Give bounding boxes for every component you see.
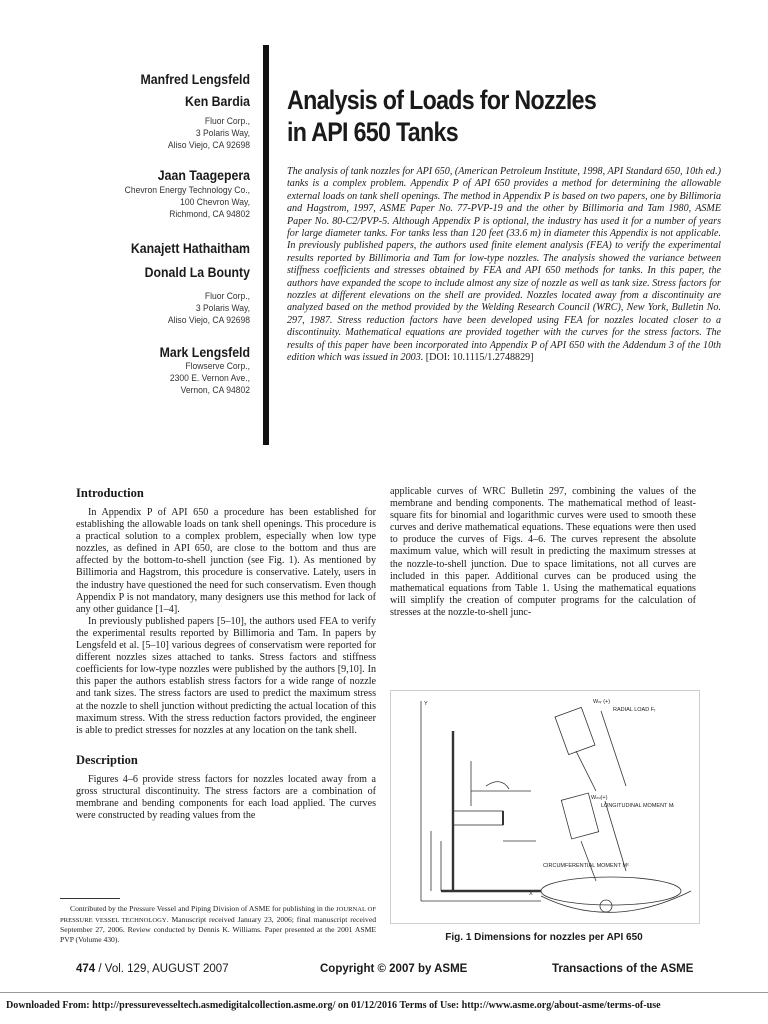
paper-title: [287, 84, 665, 148]
copyright-notice: Copyright © 2007 by ASME: [320, 963, 468, 975]
paragraph: In Appendix P of API 650 a procedure has been established for establishing the allowable loads on tank shell openings. This procedure is a practical solution to a complex problem, especially when low type nozzles, as defined in API 650, are close to the bottom and thus are affected by the bottom-to-shell junction (see Fig. 1). As mentioned by Billimoria and Hagstrom, this procedure is conservative. Lately, users in the industry have questioned the need for such conservatism. Even though Appendix P is not mandatory, many designers use this method for lack of any other guidance [1–4].: [76, 507, 376, 615]
affiliation-line: Flowserve Corp.,: [185, 361, 250, 372]
doi-link[interactable]: [DOI: 10.1115/1.2748829]: [425, 352, 534, 364]
abstract-text: The analysis of tank nozzles for API 650, (American Petroleum Institute, 1998, API Standard 650, 10th ed.) tanks is a complex problem. Appendix P of API 650 provides a method for determining the allowable external loads on tank shell openings. The method in Appendix P is based on two papers, one by Billimoria and Hagstrom, 1997, ASME Paper No. 77-PVP-19 and the other by Billimoria and Tam 1980, ASME Paper No. 80-C2/PVP-5. Although Appendix P is optional, the industry has used it for a number of years for large diameter tanks. For tanks less than 120 feet (33.6 m) in diameter this Appendix is not applicable. In previously published papers, the authors used finite element analysis (FEA) to verify the experimental results reported by Billimoria and Tam for low-type nozzles. The analysis showed the variance between stiffness coefficients and stresses obtained by FEA and API 650 methods for tanks. In this paper, the authors have expanded the scope to include almost any size of nozzle as well as tank size. Stress factors for nozzles at different elevations on the shell are provided. Nozzles located away from a discontinuity are analyzed based on the method provided by the Welding Research Council (WRC), New York, Bulletin No. 297, 1987. Stress reduction factors have been developed using FEA for nozzles located closer to a discontinuity. Mathematical equations are provided together with the curves for the stress factors. The results of this paper have been incorporated into Appendix P of API 650 with the Addendum 3 of the 10th edition which was issued in 2003.: [287, 166, 721, 364]
paragraph: applicable curves of WRC Bulletin 297, combining the values of the membrane and bending components. The mathematical method of least-square fits for binomial and logarithmic curves were used to smooth these curves and derive mathematical equations. These equations were then used to produce the curves of Figs. 4–6. The curves represent the absolute maximum value, which will result in predicting the maximum stresses at the nozzle-to-shell junction. Due to space limitations, not all curves are included in this paper. Additional curves can be produced using the mathematical equations from Table 1. Using the mathematical equations will simplify the creation of computer programs for the calculation of stresses at the nozzle-to-shell junc-: [390, 486, 696, 618]
introduction-body: [76, 507, 376, 737]
paragraph: Figures 4–6 provide stress factors for nozzles located away from a gross structural discontinuity. The stress factors are a combination of membrane and bending components for each load applied. The curves were constructed by reading values from the: [76, 773, 376, 822]
footnote-text: . Manuscript received January 23, 2006; final manuscript received September 27, 2006. Review conducted by Dennis K. Williams. Paper presented at the 2001 ASME PVP (Volume 430).: [60, 914, 376, 944]
description-body: [76, 774, 376, 822]
author-name: Jaan Taagepera: [157, 167, 250, 183]
author-name: Manfred Lengsfeld: [140, 71, 250, 87]
axis-label: X: [529, 891, 533, 897]
figure-label: RADIAL LOAD Fᵣ: [613, 707, 656, 713]
figure-label: LONGITUDINAL MOMENT Mₗ: [601, 803, 675, 809]
footnote: [60, 904, 376, 944]
footnote-rule: [60, 898, 120, 899]
author-column: [60, 70, 250, 397]
figure-label: Wₙᵣ (+): [593, 699, 611, 705]
nozzle-diagram: [391, 691, 699, 923]
title-divider-bar: [263, 45, 269, 445]
title-line: Analysis of Loads for Nozzles: [287, 85, 597, 115]
section-heading-description: Description: [76, 752, 138, 767]
right-column: [390, 486, 696, 619]
author-name: Kanajett Hathaitham: [130, 240, 250, 256]
affiliation-line: 3 Polaris Way,: [195, 128, 250, 139]
footer-rule: [0, 992, 768, 993]
figure-1: [390, 690, 700, 924]
affiliation-line: Aliso Viejo, CA 92698: [167, 315, 250, 326]
author-name: Ken Bardia: [184, 93, 250, 109]
figure-caption: Fig. 1 Dimensions for nozzles per API 650: [445, 932, 643, 943]
title-line: in API 650 Tanks: [287, 117, 458, 147]
page-number: 474: [76, 963, 96, 975]
paragraph: In previously published papers [5–10], the authors used FEA to verify the experimental results reported by Billimoria and Tam. In papers by Lengsfeld et al. [5–10] various degrees of conservatism were reported for different nozzles sizes attached to tanks. Stress factors and stiffness coefficients for low-type nozzles were published by the authors [9,10]. In this paper the authors establish stress factors for a wide range of nozzle and tank sizes. The stress factors are used to predict the maximum stress at the nozzle to shell junction without predicting the actual location of this maximum stress. With the stress reduction factors provided, the engineer is able to predict stresses for nozzles at any location on the tank shell.: [76, 615, 376, 736]
affiliation-line: Fluor Corp.,: [204, 116, 250, 127]
journal-name: JOURNAL OF PRESSURE VESSEL TECHNOLOGY: [60, 906, 376, 924]
abstract: [287, 166, 721, 365]
affiliation-line: 3 Polaris Way,: [195, 303, 250, 314]
footnote-text: Contributed by the Pressure Vessel and Piping Division of ASME for publishing in the: [70, 904, 337, 913]
affiliation-line: Vernon, CA 94802: [180, 385, 250, 396]
affiliation-line: 100 Chevron Way,: [180, 197, 250, 208]
download-notice[interactable]: Downloaded From: http://pressurevesseltech.asmedigitalcollection.asme.org/ on 01/12/2016 Terms of Use: http://www.asme.org/about-asme/terms-of-use: [6, 1000, 661, 1011]
author-name: Mark Lengsfeld: [159, 344, 250, 360]
figure-label: Wₘₗ(+): [591, 795, 608, 801]
author-name: Donald La Bounty: [144, 264, 250, 280]
volume-info: Vol. 129, AUGUST 2007: [104, 963, 229, 975]
affiliation-line: 2300 E. Vernon Ave.,: [169, 373, 250, 384]
section-heading-introduction: Introduction: [76, 486, 144, 500]
affiliation-line: Aliso Viejo, CA 92698: [167, 140, 250, 151]
affiliation-line: Chevron Energy Technology Co.,: [124, 185, 250, 196]
left-column: [76, 486, 376, 822]
affiliation-line: Richmond, CA 94802: [169, 209, 250, 220]
figure-label: CIRCUMFERENTIAL MOMENT Mᶜ: [543, 863, 629, 869]
axis-label: Y: [424, 701, 428, 707]
page-footer-left: 474 / Vol. 129, AUGUST 2007: [76, 963, 229, 975]
affiliation-line: Fluor Corp.,: [204, 291, 250, 302]
journal-title: Transactions of the ASME: [552, 963, 694, 975]
